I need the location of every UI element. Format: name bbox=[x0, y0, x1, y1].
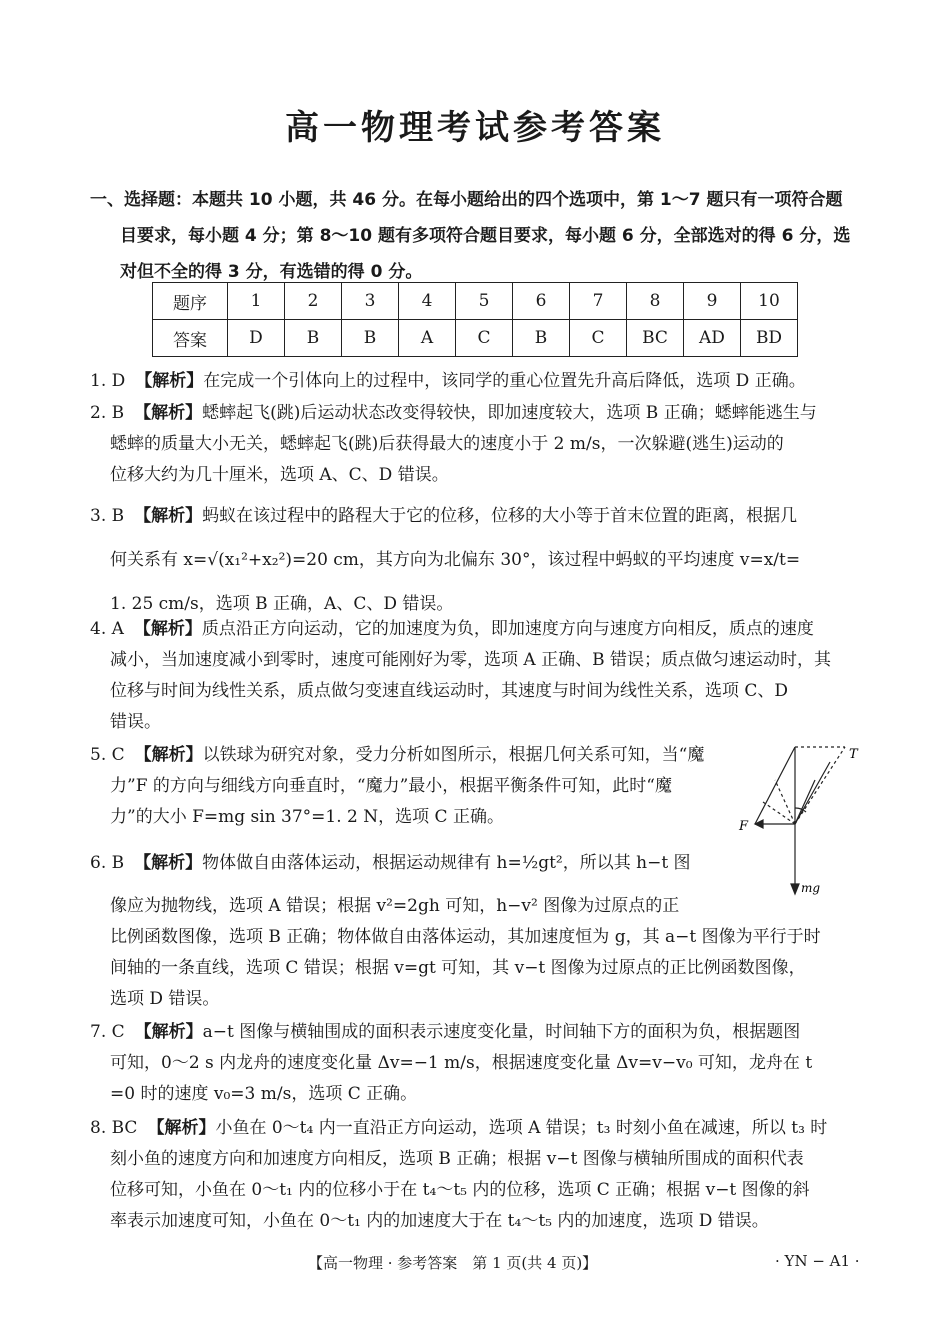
question-text: =0 时的速度 v₀=3 m/s，选项 C 正确。 bbox=[110, 1084, 418, 1104]
question-2 bbox=[90, 398, 865, 491]
question-7 bbox=[90, 1017, 865, 1110]
question-text: 1. 25 cm/s，选项 B 正确，A、C、D 错误。 bbox=[110, 594, 454, 614]
analysis-tag: 【解析】 bbox=[134, 1022, 203, 1042]
label-t: T bbox=[849, 747, 858, 762]
table-cell: C bbox=[570, 320, 627, 357]
table-cell: 8 bbox=[627, 283, 684, 320]
table-cell: 2 bbox=[285, 283, 342, 320]
question-number: 1. D bbox=[90, 371, 126, 391]
table-cell: B bbox=[285, 320, 342, 357]
question-1 bbox=[90, 366, 865, 397]
question-text: 力”F 的方向与细线方向垂直时，“魔力”最小，根据平衡条件可知，此时“魔 bbox=[110, 776, 672, 796]
question-text: 质点沿正方向运动，它的加速度为负，即加速度方向与速度方向相反，质点的速度 bbox=[201, 619, 814, 639]
table-cell: 10 bbox=[741, 283, 798, 320]
page-title: 高一物理考试参考答案 bbox=[285, 108, 665, 148]
question-5 bbox=[90, 740, 730, 833]
table-cell: 9 bbox=[684, 283, 741, 320]
question-text: 物体做自由落体运动，根据运动规律有 h=½gt²，所以其 h−t 图 bbox=[202, 853, 691, 873]
analysis-tag: 【解析】 bbox=[133, 619, 202, 639]
question-text: 蚂蚁在该过程中的路程大于它的位移，位移的大小等于首末位置的距离，根据几 bbox=[202, 506, 798, 526]
dashed-f-2 bbox=[775, 780, 795, 824]
table-cell: 4 bbox=[399, 283, 456, 320]
table-cell: B bbox=[342, 320, 399, 357]
mg-arrowhead bbox=[791, 884, 799, 894]
question-text: 像应为抛物线，选项 A 错误；根据 v²=2gh 可知，h−v² 图像为过原点的正 bbox=[110, 896, 680, 916]
question-number: 8. BC bbox=[90, 1118, 138, 1138]
table-cell: 6 bbox=[513, 283, 570, 320]
table-cell: B bbox=[513, 320, 570, 357]
table-row-answers bbox=[153, 320, 798, 357]
table-cell: C bbox=[456, 320, 513, 357]
question-text: 错误。 bbox=[110, 712, 161, 732]
tension-line bbox=[795, 747, 845, 824]
table-cell: 5 bbox=[456, 283, 513, 320]
question-number: 6. B bbox=[90, 853, 125, 873]
section-instructions bbox=[90, 182, 870, 290]
question-text: 比例函数图像，选项 B 正确；物体做自由落体运动，其加速度恒为 g，其 a−t 图像为平行于时 bbox=[110, 927, 821, 947]
table-row-numbers bbox=[153, 283, 798, 320]
question-number: 4. A bbox=[90, 619, 124, 639]
footer-page-info: 【高一物理 · 参考答案 第 1 页(共 4 页)】 bbox=[308, 1254, 598, 1272]
question-8 bbox=[90, 1113, 865, 1237]
question-text: 间轴的一条直线，选项 C 错误；根据 v=gt 可知，其 v−t 图像为过原点的正比例函数图像， bbox=[110, 958, 806, 978]
question-text: 可知，0～2 s 内龙舟的速度变化量 Δv=−1 m/s，根据速度变化量 Δv=v−v₀ 可知，龙舟在 t bbox=[110, 1053, 813, 1073]
analysis-tag: 【解析】 bbox=[134, 506, 203, 526]
question-text: 蟋蟀的质量大小无关，蟋蟀起飞(跳)后获得最大的速度小于 2 m/s，一次躲避(逃生)运动的 bbox=[110, 434, 784, 454]
question-3 bbox=[90, 494, 865, 626]
table-cell: BC bbox=[627, 320, 684, 357]
analysis-tag: 【解析】 bbox=[147, 1118, 216, 1138]
table-cell: 1 bbox=[228, 283, 285, 320]
question-text: 蟋蟀起飞(跳)后运动状态改变得较快，即加速度较大，选项 B 正确；蟋蟀能逃生与 bbox=[202, 403, 817, 423]
question-text: 率表示加速度可知，小鱼在 0～t₁ 内的加速度大于在 t₄～t₅ 内的加速度，选项 D 错误。 bbox=[110, 1211, 769, 1231]
table-cell: 3 bbox=[342, 283, 399, 320]
question-text: 刻小鱼的速度方向和加速度方向相反，选项 B 正确；根据 v−t 图像与横轴所围成的面积代表 bbox=[110, 1149, 804, 1169]
question-number: 5. C bbox=[90, 745, 125, 765]
question-text: 在完成一个引体向上的过程中，该同学的重心位置先升高后降低，选项 D 正确。 bbox=[203, 371, 806, 391]
t-option-1 bbox=[795, 780, 815, 824]
question-text: 位移与时间为线性关系，质点做匀变速直线运动时，其速度与时间为线性关系，选项 C、D bbox=[110, 681, 789, 701]
label-f: F bbox=[739, 819, 749, 834]
section-line-1: 一、选择题：本题共 10 小题，共 46 分。在每小题给出的四个选项中，第 1～7 题只有一项符合题 bbox=[90, 190, 843, 210]
question-text: 选项 D 错误。 bbox=[110, 989, 220, 1009]
question-number: 2. B bbox=[90, 403, 125, 423]
question-text: 何关系有 x=√(x₁²+x₂²)=20 cm，其方向为北偏东 30°，该过程中蚂蚁的平均速度 v=x/t= bbox=[110, 550, 801, 570]
question-4 bbox=[90, 614, 865, 738]
analysis-tag: 【解析】 bbox=[135, 371, 204, 391]
table-cell: BD bbox=[741, 320, 798, 357]
t-option-2 bbox=[795, 762, 830, 824]
question-text: 位移大约为几十厘米，选项 A、C、D 错误。 bbox=[110, 465, 449, 485]
row-label: 答案 bbox=[153, 320, 228, 357]
question-text: 以铁球为研究对象，受力分析如图所示，根据几何关系可知，当“魔 bbox=[202, 745, 705, 765]
table-cell: D bbox=[228, 320, 285, 357]
answer-table bbox=[152, 282, 798, 357]
analysis-tag: 【解析】 bbox=[134, 745, 203, 765]
section-line-3: 对但不全的得 3 分，有选错的得 0 分。 bbox=[120, 262, 423, 282]
string-line bbox=[755, 747, 795, 824]
footer-code: · YN − A1 · bbox=[775, 1252, 860, 1270]
question-text: 减小，当加速度减小到零时，速度可能刚好为零，选项 A 正确、B 错误；质点做匀速运动时，其 bbox=[110, 650, 831, 670]
table-cell: 7 bbox=[570, 283, 627, 320]
table-cell: A bbox=[399, 320, 456, 357]
question-text: a−t 图像与横轴围成的面积表示速度变化量，时间轴下方的面积为负，根据题图 bbox=[202, 1022, 801, 1042]
question-text: 位移可知，小鱼在 0～t₁ 内的位移小于在 t₄～t₅ 内的位移，选项 C 正确；根据 v−t 图像的斜 bbox=[110, 1180, 810, 1200]
question-text: 小鱼在 0～t₄ 内一直沿正方向运动，选项 A 错误；t₃ 时刻小鱼在减速，所以 t₃ 时 bbox=[215, 1118, 828, 1138]
table-cell: AD bbox=[684, 320, 741, 357]
force-diagram bbox=[735, 742, 865, 902]
label-mg: mg bbox=[801, 881, 821, 895]
section-line-2: 目要求，每小题 4 分；第 8～10 题有多项符合题目要求，每小题 6 分，全部选对的得 6 分，选 bbox=[120, 226, 851, 246]
analysis-tag: 【解析】 bbox=[134, 853, 203, 873]
row-label: 题序 bbox=[153, 283, 228, 320]
question-text: 力”的大小 F=mg sin 37°=1. 2 N，选项 C 正确。 bbox=[110, 807, 504, 827]
question-number: 7. C bbox=[90, 1022, 125, 1042]
analysis-tag: 【解析】 bbox=[134, 403, 203, 423]
question-number: 3. B bbox=[90, 506, 125, 526]
